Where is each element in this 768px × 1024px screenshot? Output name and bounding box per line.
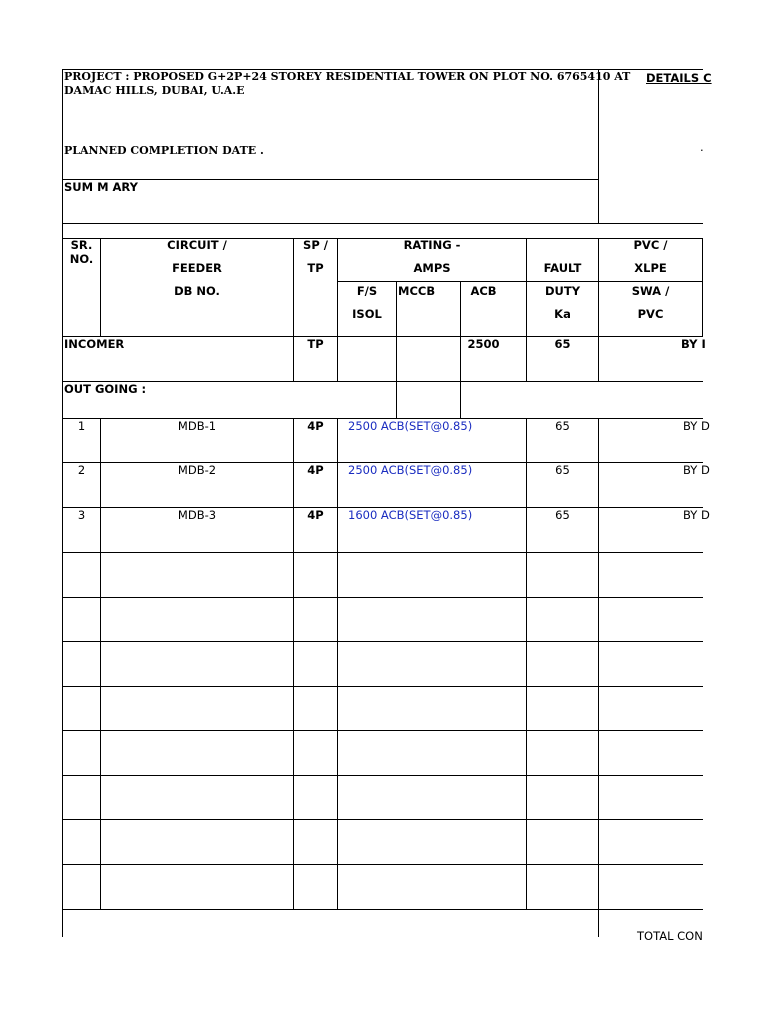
- incomer-cable: BY I: [681, 337, 706, 351]
- row-3-rating: 1600 ACB(SET@0.85): [348, 508, 473, 522]
- row-1-feeder: MDB-1: [177, 419, 217, 433]
- col-fault-line1: FAULT: [543, 261, 582, 275]
- col-sr-line1: SR.: [70, 238, 93, 252]
- row-line: [63, 775, 703, 776]
- col-line-sptp: [337, 418, 338, 909]
- row-2-sptp: 4P: [307, 463, 324, 477]
- details-heading-clip: [599, 70, 712, 86]
- line-incomer-end: [63, 381, 703, 382]
- col-mccb: MCCB: [398, 284, 436, 298]
- right-mark: .: [700, 140, 704, 154]
- row-line: [63, 864, 703, 865]
- col-fs-line2: ISOL: [352, 307, 382, 321]
- col-fault-line2: DUTY: [544, 284, 581, 298]
- details-heading: DETAILS C: [646, 71, 712, 85]
- total-label: TOTAL CON: [637, 929, 703, 943]
- row-3-sptp: 4P: [307, 508, 324, 522]
- col-circuit-line1: CIRCUIT /: [167, 238, 227, 252]
- col-sptp-line1: SP /: [303, 238, 328, 252]
- row-2-cable: BY D: [683, 463, 710, 477]
- row-3-sr: 3: [77, 508, 86, 522]
- row-1-sptp: 4P: [307, 419, 324, 433]
- row-1-rating: 2500 ACB(SET@0.85): [348, 419, 473, 433]
- project-line-1: PROJECT : PROPOSED G+2P+24 STOREY RESIDENTIAL TOWER ON PLOT NO. 6765410 AT: [64, 70, 631, 83]
- col-line-sr: [100, 418, 101, 909]
- planned-completion-date: PLANNED COMPLETION DATE .: [64, 144, 264, 157]
- col-line-fault: [598, 418, 599, 937]
- row-2-feeder: MDB-2: [177, 463, 217, 477]
- col-fs-line1: F/S: [356, 284, 378, 298]
- summary-label: SUM M ARY: [64, 180, 138, 194]
- project-line-2: DAMAC HILLS, DUBAI, U.A.E: [64, 84, 245, 97]
- incomer-sptp: TP: [307, 337, 324, 351]
- col-circuit-line2: FEEDER: [172, 261, 222, 275]
- incomer-acb: 2500: [467, 337, 500, 351]
- incomer-cable-clip: [599, 336, 706, 352]
- col-circuit-line3: DB NO.: [174, 284, 220, 298]
- col-line-circuit: [293, 238, 294, 381]
- line-rating-split: [338, 281, 703, 282]
- row-line: [63, 686, 703, 687]
- row-2-fault: 65: [555, 463, 570, 477]
- total-clip: [599, 924, 703, 943]
- row-line: [63, 641, 703, 642]
- col-line-circuit: [293, 418, 294, 909]
- col-line-acb: [526, 418, 527, 909]
- incomer-label: INCOMER: [64, 337, 125, 351]
- frame-left: [62, 69, 63, 937]
- row-1-cable-clip: [599, 418, 710, 434]
- col-acb: ACB: [470, 284, 497, 298]
- line-summary-top: [63, 179, 599, 180]
- row-2-cable-clip: [599, 462, 710, 478]
- col-cable-line1: PVC /: [633, 238, 668, 252]
- frame-right-header: [598, 69, 599, 223]
- row-line: [63, 730, 703, 731]
- row-2-sr: 2: [77, 463, 86, 477]
- row-2-rating: 2500 ACB(SET@0.85): [348, 463, 473, 477]
- col-cable-line2: XLPE: [634, 261, 667, 275]
- col-rating-line2: AMPS: [413, 261, 451, 275]
- incomer-fault: 65: [554, 337, 571, 351]
- col-fault-line3: Ka: [554, 307, 571, 321]
- col-cable-line3: SWA /: [631, 284, 670, 298]
- col-sptp-line2: TP: [307, 261, 324, 275]
- row-1-fault: 65: [555, 419, 570, 433]
- row-3-cable-clip: [599, 507, 710, 523]
- row-3-fault: 65: [555, 508, 570, 522]
- row-line: [63, 552, 703, 553]
- row-line: [63, 819, 703, 820]
- outgoing-label: OUT GOING :: [64, 382, 147, 396]
- row-3-cable: BY D: [683, 508, 710, 522]
- row-1-cable: BY D: [683, 419, 710, 433]
- row-line: [63, 597, 703, 598]
- row-3-feeder: MDB-3: [177, 508, 217, 522]
- line-header-bottom: [63, 223, 703, 224]
- row-line: [63, 909, 703, 910]
- col-rating-line1: RATING -: [403, 238, 461, 252]
- col-sr-line2: NO.: [69, 252, 94, 266]
- row-1-sr: 1: [77, 419, 86, 433]
- col-cable-line4: PVC: [637, 307, 664, 321]
- col-line-fs: [396, 281, 397, 418]
- col-line-cable: [702, 238, 703, 336]
